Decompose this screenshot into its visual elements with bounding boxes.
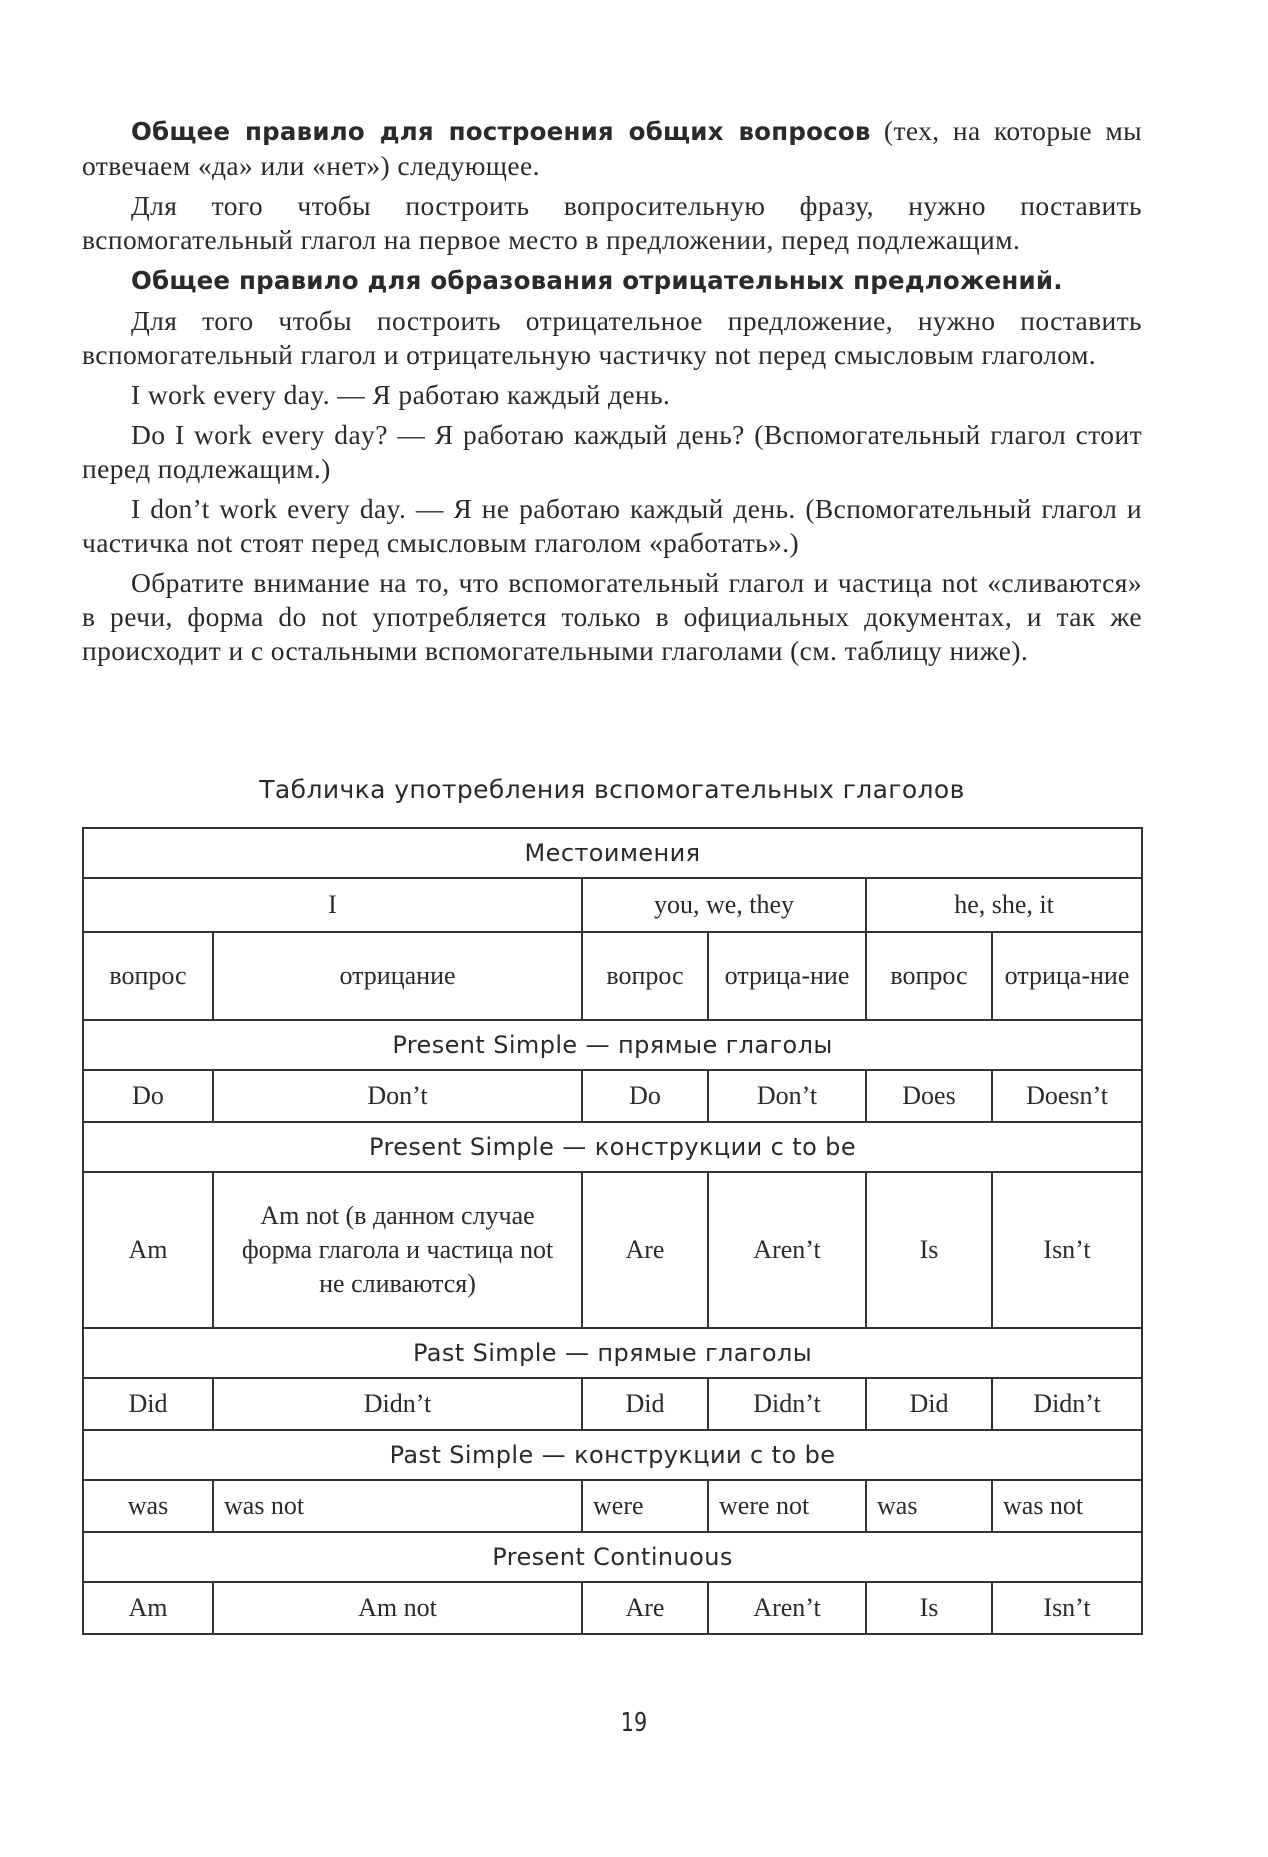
- body-text: [82, 114, 1142, 674]
- section-title: Present Continuous: [83, 1532, 1142, 1582]
- paragraph-contraction-note: Обратите внимание на то, что вспомогательный глагол и частица not «сливаются» в речи, форма do not употребляется только в официальных документах, и так же происходит и с остальными вспомогательными глаголами (см. таблицу ниже).: [82, 567, 1142, 666]
- table-cell: Does: [866, 1070, 992, 1122]
- table-row: [83, 1378, 1142, 1430]
- table-cell: Do: [83, 1070, 213, 1122]
- auxiliary-verbs-table: [82, 827, 1143, 1635]
- table-cell: Are: [582, 1582, 708, 1634]
- table-cell: Am not: [213, 1582, 582, 1634]
- table-cell: was: [83, 1480, 213, 1532]
- table-cell: was not: [213, 1480, 582, 1532]
- table-cell: Don’t: [213, 1070, 582, 1122]
- col-header-question: вопрос: [866, 932, 992, 1020]
- table-cell: Is: [866, 1582, 992, 1634]
- table-cell: Didn’t: [708, 1378, 866, 1430]
- pronoun-group-you-we-they: you, we, they: [582, 878, 866, 932]
- section-title: Past Simple — прямые глаголы: [83, 1328, 1142, 1378]
- col-header-negation: отрица-ние: [708, 932, 866, 1020]
- table-cell: Do: [582, 1070, 708, 1122]
- table-row: [83, 1582, 1142, 1634]
- table-cell: was: [866, 1480, 992, 1532]
- table-row: [83, 828, 1142, 878]
- table-cell: Doesn’t: [992, 1070, 1142, 1122]
- table-cell: Isn’t: [992, 1582, 1142, 1634]
- table-row: [83, 1480, 1142, 1532]
- table-cell: was not: [992, 1480, 1142, 1532]
- table-cell: Isn’t: [992, 1172, 1142, 1328]
- table-row: [83, 1070, 1142, 1122]
- table-cell: were not: [708, 1480, 866, 1532]
- example-question: Do I work every day? — Я работаю каждый день? (Вспомогательный глагол стоит перед подлежащим.): [82, 419, 1142, 484]
- table-cell: Am: [83, 1172, 213, 1328]
- example-negative: I don’t work every day. — Я не работаю каждый день. (Вспомогательный глагол и частичка not стоят перед смысловым глаголом «работать».): [82, 493, 1142, 558]
- paragraph-question-construction: Для того чтобы построить вопросительную фразу, нужно поставить вспомогательный глагол на первое место в предложении, перед подлежащим.: [82, 190, 1142, 255]
- table-cell: Am: [83, 1582, 213, 1634]
- heading-general-questions: Общее правило для построения общих вопросов: [131, 117, 871, 146]
- table-cell: Didn’t: [992, 1378, 1142, 1430]
- pronoun-group-i: I: [83, 878, 582, 932]
- section-title: Present Simple — конструкции с to be: [83, 1122, 1142, 1172]
- table-cell: Didn’t: [213, 1378, 582, 1430]
- col-header-negation: отрицание: [213, 932, 582, 1020]
- col-header-question: вопрос: [83, 932, 213, 1020]
- table-row: [83, 932, 1142, 1020]
- table-cell: Am not (в данном случае форма глагола и частица not не сливаются): [213, 1172, 582, 1328]
- table-cell: Did: [866, 1378, 992, 1430]
- heading-negative-sentences: Общее правило для образования отрицательных предложений.: [131, 266, 1063, 295]
- pronoun-group-he-she-it: he, she, it: [866, 878, 1142, 932]
- table-row: [83, 1532, 1142, 1582]
- section-title: Present Simple — прямые глаголы: [83, 1020, 1142, 1070]
- table-row: [83, 1172, 1142, 1328]
- table-cell: Are: [582, 1172, 708, 1328]
- table-row: [83, 878, 1142, 932]
- table-row: [83, 1328, 1142, 1378]
- table-cell: Aren’t: [708, 1172, 866, 1328]
- table-cell: Did: [83, 1378, 213, 1430]
- example-affirmative: I work every day. — Я работаю каждый день.: [131, 379, 671, 410]
- table-title: Табличка употребления вспомогательных глаголов: [259, 775, 965, 804]
- table-cell: Did: [582, 1378, 708, 1430]
- section-title: Past Simple — конструкции с to be: [83, 1430, 1142, 1480]
- table-cell: were: [582, 1480, 708, 1532]
- paragraph-negative-construction: Для того чтобы построить отрицательное предложение, нужно поставить вспомогательный глагол и отрицательную частичку not перед смысловым глаголом.: [82, 305, 1142, 370]
- table-cell: Is: [866, 1172, 992, 1328]
- col-header-negation: отрица-ние: [992, 932, 1142, 1020]
- pronouns-header: Местоимения: [83, 828, 1142, 878]
- page-number: 19: [620, 1708, 648, 1738]
- table-cell: Aren’t: [708, 1582, 866, 1634]
- col-header-question: вопрос: [582, 932, 708, 1020]
- paragraph-general-questions-rule: Общее правило для построения общих вопросов (тех, на которые мы отвечаем «да» или «нет») следующее.: [82, 115, 1142, 181]
- table-cell: Don’t: [708, 1070, 866, 1122]
- table-row: [83, 1430, 1142, 1480]
- table-row: [83, 1020, 1142, 1070]
- table-row: [83, 1122, 1142, 1172]
- paragraph-negative-rule: [82, 263, 1142, 298]
